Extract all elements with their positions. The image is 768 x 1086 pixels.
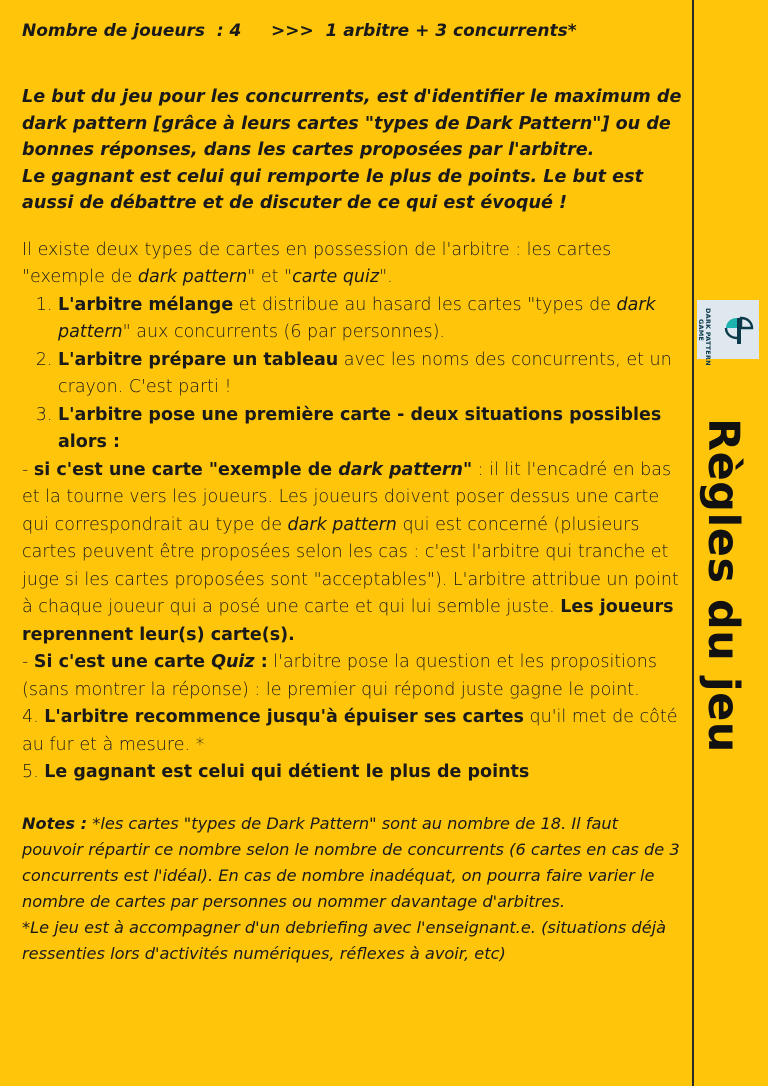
logo-line-2: GAME xyxy=(697,319,705,342)
logo-wordmark xyxy=(697,306,720,366)
page-title: Règles du jeu xyxy=(698,418,748,753)
dark-pattern-game-logo xyxy=(697,300,759,366)
step-4: 4. L'arbitre recommence jusqu'à épuiser ses cartes qu'il met de côté au fur et à mesure. * xyxy=(22,707,678,755)
goal-line-2: Le gagnant est celui qui remporte le plus de points. Le but est aussi de débattre et de discuter de ce qui est évoqué ! xyxy=(22,166,643,213)
intro-paragraph: Il existe deux types de cartes en possession de l'arbitre : les cartes "exemple de dark pattern" et "carte quiz". xyxy=(22,239,612,287)
vertical-divider xyxy=(692,0,694,1086)
notes-label: Notes : xyxy=(22,813,88,833)
steps-list xyxy=(22,292,682,457)
players-label: Nombre de joueurs : 4 xyxy=(22,21,242,41)
main-content xyxy=(22,18,682,967)
players-arrow: >>> xyxy=(270,21,314,41)
notes xyxy=(22,811,682,967)
logo-line-1: DARK PATTERN xyxy=(704,308,712,366)
game-goal xyxy=(22,84,682,217)
notes-paragraph-1: Notes : *les cartes "types de Dark Pattern" sont au nombre de 18. Il faut pouvoir répartir ce nombre selon le nombre de concurrents (6 cartes en cas de 3 concurrents est l'idéal). En cas de nombre inadéquat, on pourra faire varier le nombre de cartes par personnes ou nommer davantage d'arbitres. xyxy=(22,813,680,911)
step-1: 1. L'arbitre mélange et distribue au hasard les cartes "types de dark pattern" aux concurrents (6 par personnes). xyxy=(58,292,682,347)
notes-paragraph-2: *Le jeu est à accompagner d'un debriefing avec l'enseignant.e. (situations déjà ressenties lors d'activités numériques, réflexes à avoir, etc) xyxy=(22,917,667,963)
step-2: 2. L'arbitre prépare un tableau avec les noms des concurrents, et un crayon. C'est parti ! xyxy=(58,347,682,402)
step-5: 5. Le gagnant est celui qui détient le plus de points xyxy=(22,762,530,782)
players-detail: 1 arbitre + 3 concurrents* xyxy=(325,21,577,41)
logo-mark-icon xyxy=(723,314,755,346)
case-quiz-card: - Si c'est une carte Quiz : l'arbitre pose la question et les propositions (sans montrer la réponse) : le premier qui répond juste gagne le point. xyxy=(22,652,657,700)
players-line xyxy=(22,18,682,44)
case-example-card: - si c'est une carte "exemple de dark pattern" : il lit l'encadré en bas et la tourne vers les joueurs. Les joueurs doivent poser dessus une carte qui correspondrait au type de dark pattern qui est concerné (plusieurs cartes peuvent être proposées selon les cas : c'est l'arbitre qui tranche et juge si les cartes proposées sont "acceptables"). L'arbitre attribue un point à chaque joueur qui a posé une carte et qui lui semble juste. Les joueurs reprennent leur(s) carte(s). xyxy=(22,459,679,645)
rules-body xyxy=(22,237,682,787)
step-3: 3. L'arbitre pose une première carte - deux situations possibles alors : xyxy=(58,402,682,457)
goal-line-1: Le but du jeu pour les concurrents, est d'identifier le maximum de dark pattern [grâce à leurs cartes "types de Dark Pattern"] ou de bonnes réponses, dans les cartes proposées par l'arbitre. xyxy=(22,87,682,160)
